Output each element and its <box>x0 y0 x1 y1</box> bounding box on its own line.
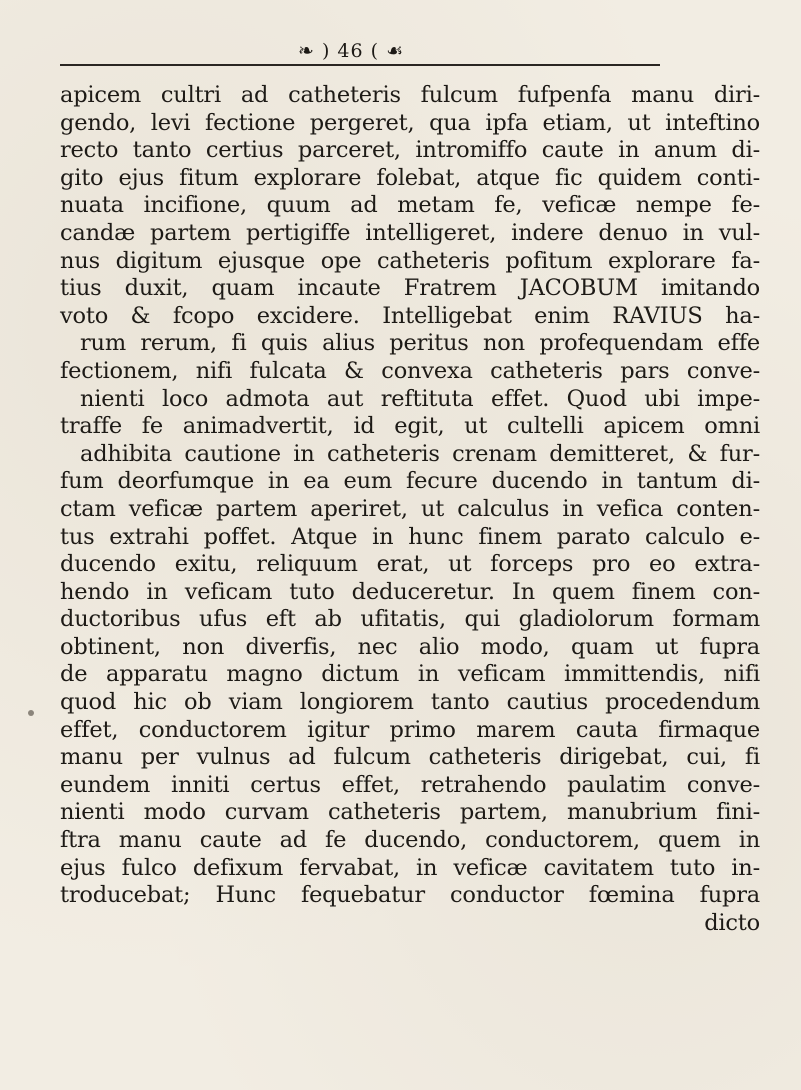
text-line: traffe fe animadvertit, id egit, ut cultelli apicem omni <box>60 413 760 440</box>
ink-spot <box>28 710 34 716</box>
text-line: rum rerum, fi quis alius peritus non profequendam effe <box>80 330 760 357</box>
text-line: fectionem, nifi fulcata & convexa catheteris pars conve- <box>60 357 760 384</box>
text-line: candæ partem pertigiffe intelligeret, indere denuo in vul- <box>60 219 760 246</box>
text-line: ejus fulco defixum fervabat, in veficæ cavitatem tuto in- <box>60 854 760 881</box>
text-line: troducebat; Hunc fequebatur conductor fœmina fupra <box>60 882 760 909</box>
text-line: eundem inniti certus effet, retrahendo paulatim conve- <box>60 771 760 798</box>
text-line: fum deorfumque in ea eum fecure ducendo in tantum di- <box>60 468 760 495</box>
text-line: adhibita cautione in catheteris crenam demitteret, & fur- <box>80 440 760 467</box>
text-line: gendo, levi fectione pergeret, qua ipfa etiam, ut inteftino <box>60 109 760 136</box>
text-line: apicem cultri ad catheteris fulcum fufpenfa manu diri- <box>60 82 760 108</box>
text-line: manu per vulnus ad fulcum catheteris dirigebat, cui, fi <box>60 744 760 771</box>
running-head-page-number: ❧ ) 46 ( ☙ <box>298 40 405 62</box>
text-line: hendo in veficam tuto deduceretur. In quem finem con- <box>60 578 760 605</box>
text-line: effet, conductorem igitur primo marem cauta firmaque <box>60 716 760 743</box>
text-line: ctam veficæ partem aperiret, ut calculus in vefica conten- <box>60 495 760 522</box>
text-line: recto tanto certius parceret, intromiffo caute in anum di- <box>60 137 760 164</box>
text-line: tius duxit, quam incaute Fratrem JACOBUM imitando <box>60 275 760 302</box>
text-line: nus digitum ejusque ope catheteris pofitum explorare fa- <box>60 247 760 274</box>
text-line: de apparatu magno dictum in veficam immittendis, nifi <box>60 661 760 688</box>
text-line: voto & fcopo excidere. Intelligebat enim RAVIUS ha- <box>60 302 760 329</box>
text-line: quod hic ob viam longiorem tanto cautius procedendum <box>60 689 760 716</box>
text-line: obtinent, non diverfis, nec alio modo, quam ut fupra <box>60 633 760 660</box>
text-line: ductoribus ufus eft ab ufitatis, qui gladiolorum formam <box>60 606 760 633</box>
body-text <box>60 82 760 937</box>
text-line: nienti modo curvam catheteris partem, manubrium fini- <box>60 799 760 826</box>
text-line: gito ejus fitum explorare folebat, atque fic quidem conti- <box>60 164 760 191</box>
text-line: nuata incifione, quum ad metam fe, veficæ nempe fe- <box>60 192 760 219</box>
text-line: tus extrahi poffet. Atque in hunc finem parato calculo e- <box>60 523 760 550</box>
text-line: nienti loco admota aut reftituta effet. Quod ubi impe- <box>80 385 760 412</box>
catchword: dicto <box>704 909 760 936</box>
text-line: ducendo exitu, reliquum erat, ut forceps pro eo extra- <box>60 551 760 578</box>
text-line: ftra manu caute ad fe ducendo, conductorem, quem in <box>60 827 760 854</box>
page-header <box>238 38 598 68</box>
header-rule <box>60 64 660 66</box>
